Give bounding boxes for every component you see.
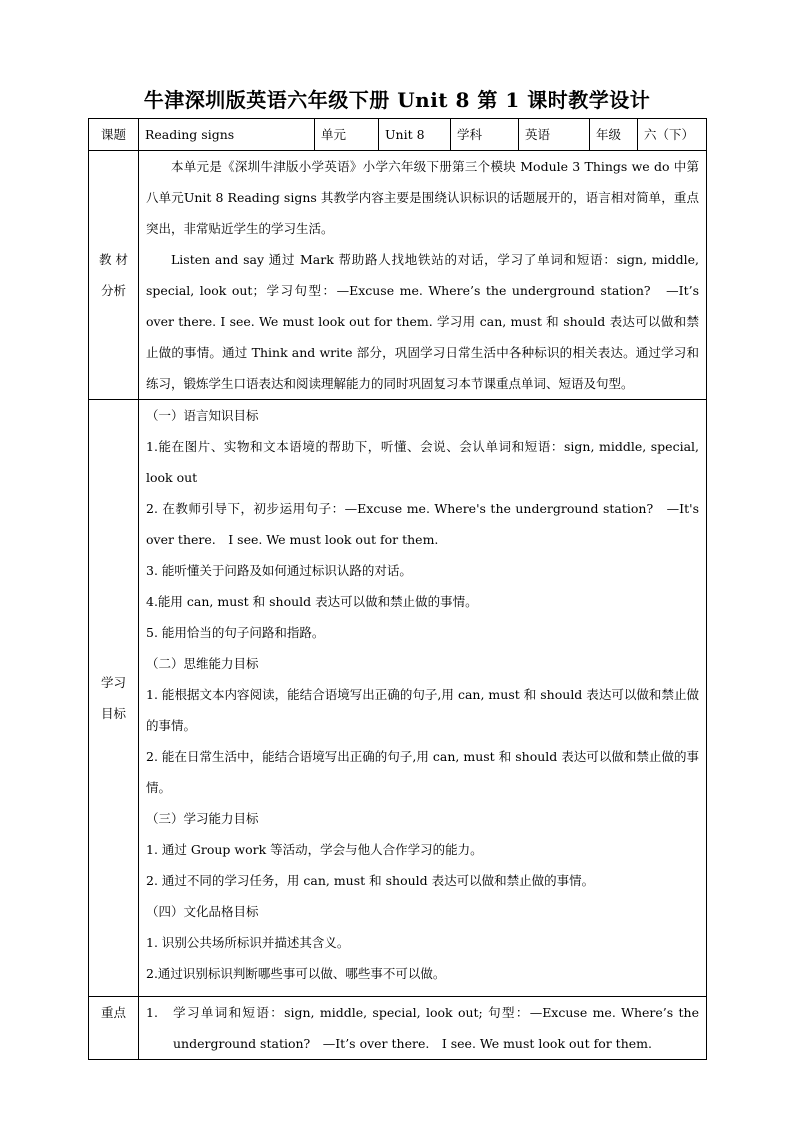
unit-value: Unit 8: [379, 119, 451, 151]
goal-item: 4.能用 can, must 和 should 表达可以做和禁止做的事情。: [146, 594, 478, 609]
goal-item: 5. 能用恰当的句子问路和指路。: [146, 625, 325, 640]
goal-item: 1. 通过 Group work 等活动，学会与他人合作学习的能力。: [146, 842, 483, 857]
page-title: 牛津深圳版英语六年级下册 Unit 8 第 1 课时教学设计: [143, 88, 651, 112]
material-paragraph: Listen and say 通过 Mark 帮助路人找地铁站的对话，学习了单词和短语：sign, middle, special, look out；学习句型：—Excuse me. Where’s the underground station? —It’s over there. I see. We must look out for them. 学习用 can, must 和 should 表达可以做和禁止做的事情。通过 Think and write 部分，巩固学习日常生活中各种标识的相关表达。通过学习和练习，锻炼学生口语表达和阅读理解能力的同时巩固复习本节课重点单词、短语及句型。: [146, 252, 699, 391]
learning-goals-label-line2: 目标: [100, 706, 126, 721]
material-analysis-content: [139, 151, 707, 400]
key-points-row: [89, 997, 707, 1060]
learning-goals-label: [89, 400, 139, 997]
goal-item: 1. 识别公共场所标识并描述其含义。: [146, 935, 350, 950]
goal-heading: （四）文化品格目标: [146, 904, 259, 919]
material-analysis-row: [89, 151, 707, 400]
unit-label: 单元: [315, 119, 379, 151]
learning-goals-label-line1: 学习: [100, 675, 126, 690]
material-analysis-label: [89, 151, 139, 400]
learning-goals-content: [139, 400, 707, 997]
subject-label: 学科: [451, 119, 519, 151]
key-point-item: 1. 学习单词和短语：sign, middle, special, look out; 句型：—Excuse me. Where’s the underground station? —It’s over there. I see. We must look out for them.: [146, 1005, 699, 1051]
lesson-plan-table: [88, 118, 707, 1060]
header-row: [89, 119, 707, 151]
topic-label: 课题: [89, 119, 139, 151]
grade-label: 年级: [590, 119, 638, 151]
key-points-content: [139, 997, 707, 1060]
key-points-label: 重点: [89, 997, 139, 1060]
goal-item: 2. 通过不同的学习任务，用 can, must 和 should 表达可以做和禁止做的事情。: [146, 873, 595, 888]
topic-value: Reading signs: [139, 119, 315, 151]
goal-item: 1. 能根据文本内容阅读，能结合语境写出正确的句子,用 can, must 和 should 表达可以做和禁止做的事情。: [146, 687, 699, 733]
material-analysis-label-line2: 分析: [100, 283, 126, 298]
goal-item: 3. 能听懂关于问路及如何通过标识认路的对话。: [146, 563, 412, 578]
material-paragraph: 本单元是《深圳牛津版小学英语》小学六年级下册第三个模块 Module 3 Things we do 中第八单元Unit 8 Reading signs 其教学内容主要是围绕认识标识的话题展开的，语言相对简单，重点突出，非常贴近学生的学习生活。: [146, 159, 699, 236]
goal-item: 2. 能在日常生活中，能结合语境写出正确的句子,用 can, must 和 should 表达可以做和禁止做的事情。: [146, 749, 699, 795]
subject-value: 英语: [519, 119, 590, 151]
goal-item: 2. 在教师引导下，初步运用句子：—Excuse me. Where's the underground station? —It's over there. I see. We must look out for them.: [146, 501, 699, 547]
goal-heading: （三）学习能力目标: [146, 811, 259, 826]
goal-heading: （二）思维能力目标: [146, 656, 259, 671]
grade-value: 六（下）: [638, 119, 707, 151]
learning-goals-row: [89, 400, 707, 997]
goal-heading: （一）语言知识目标: [146, 408, 259, 423]
goal-item: 2.通过识别标识判断哪些事可以做、哪些事不可以做。: [146, 966, 446, 981]
material-analysis-label-line1: 教 材: [99, 252, 128, 267]
goal-item: 1.能在图片、实物和文本语境的帮助下，听懂、会说、会认单词和短语：sign, middle, special, look out: [146, 439, 699, 485]
